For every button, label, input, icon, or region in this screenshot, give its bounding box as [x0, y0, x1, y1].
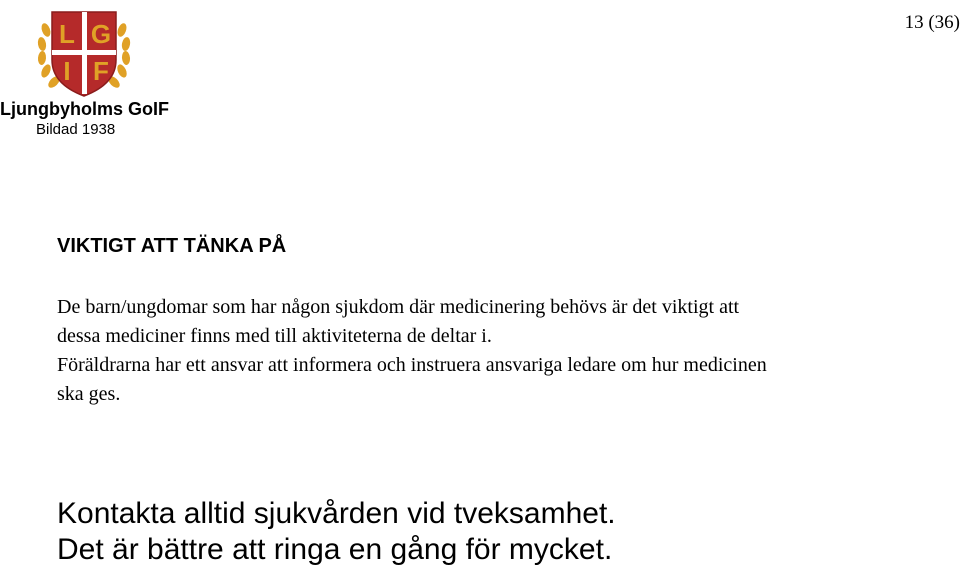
paragraph-line: Föräldrarna har ett ansvar att informera och instruera ansvariga ledare om hur medicinen — [57, 354, 767, 376]
closing-line: Det är bättre att ringa en gång för mycket. — [57, 533, 613, 566]
svg-text:L: L — [59, 19, 75, 49]
organization-name: Ljungbyholms GoIF — [0, 99, 169, 119]
lgif-crest-logo — [36, 8, 132, 98]
closing-line: Kontakta alltid sjukvården vid tveksamhet. — [57, 497, 616, 530]
founded-year: Bildad 1938 — [36, 121, 116, 138]
body-paragraph — [57, 293, 957, 409]
page-number: 13 (36) — [904, 12, 960, 33]
paragraph-line: ska ges. — [57, 383, 121, 405]
section-heading: VIKTIGT ATT TÄNKA PÅ — [57, 235, 287, 257]
svg-text:I: I — [63, 56, 71, 86]
svg-text:G: G — [90, 19, 112, 49]
paragraph-line: dessa mediciner finns med till aktiviteterna de deltar i. — [57, 325, 492, 347]
svg-text:F: F — [93, 56, 109, 86]
closing-statement — [57, 496, 616, 568]
paragraph-line: De barn/ungdomar som har någon sjukdom där medicinering behövs är det viktigt att — [57, 296, 740, 318]
